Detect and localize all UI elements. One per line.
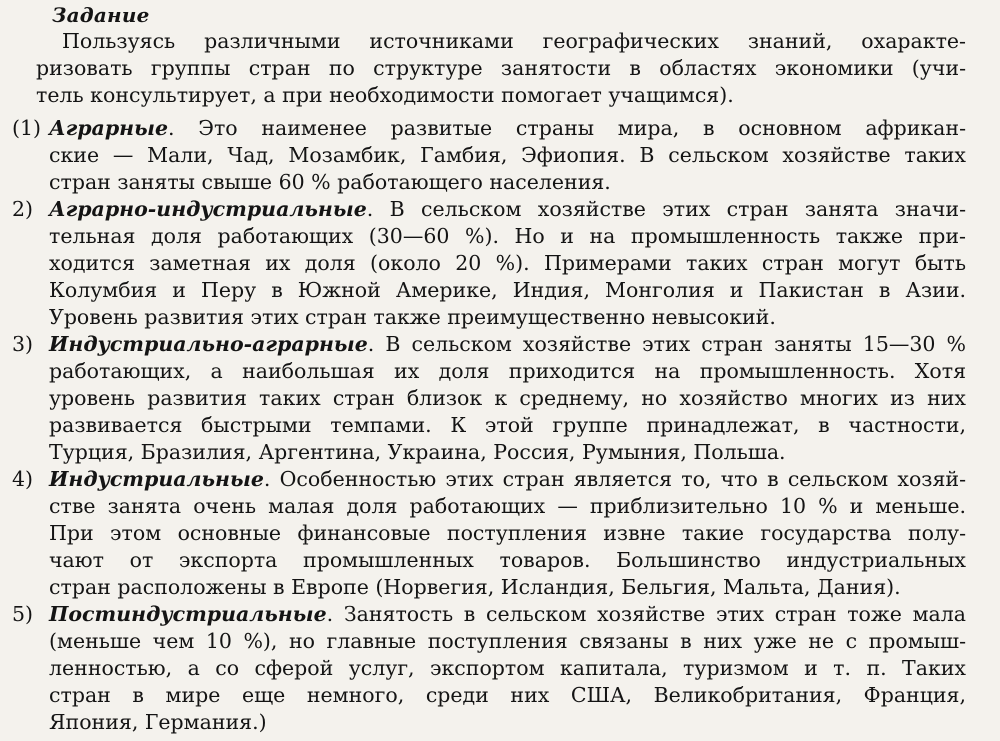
item-line: Колумбия и Перу в Южной Америке, Индия, Монголия и Пакистан в Азии. <box>49 278 966 302</box>
country-group-industrial <box>12 466 968 601</box>
item-line: развивается быстрыми темпами. К этой группе принадлежат, в частности, <box>49 413 966 437</box>
item-line: стран расположены в Европе (Норвегия, Исландия, Бельгия, Мальта, Дания). <box>49 575 901 599</box>
item-number: (1) <box>12 116 42 140</box>
assignment-heading: Задание <box>52 3 150 27</box>
item-line <box>49 115 966 142</box>
country-group-agrarian-industrial <box>12 196 968 331</box>
country-group-postindustrial <box>12 601 968 736</box>
group-name: Постиндустриальные <box>49 602 327 626</box>
item-line: стве занята очень малая доля работающих — приблизительно 10 % и меньше. <box>49 494 966 518</box>
item-line: тельная доля работающих (30—60 %). Но и на промышленность также при- <box>49 224 966 248</box>
intro-line: Пользуясь различными источниками географических знаний, охаракте- <box>62 29 966 53</box>
item-line <box>49 601 966 628</box>
item-number: 5) <box>12 602 34 626</box>
item-line: стран заняты свыше 60 % работающего населения. <box>49 170 611 194</box>
item-line: Турция, Бразилия, Аргентина, Украина, Россия, Румыния, Польша. <box>49 440 786 464</box>
item-line: стран в мире еще немного, среди них США, Великобритания, Франция, <box>49 683 966 707</box>
item-text: . Занятость в сельском хозяйстве этих стран тоже мала <box>326 602 966 626</box>
item-line: ленностью, а со сферой услуг, экспортом капитала, туризмом и т. п. Таких <box>49 656 966 680</box>
item-line: При этом основные финансовые поступления извне такие государства полу- <box>49 521 966 545</box>
item-line: уровень развития таких стран близок к среднему, но хозяйство многих из них <box>49 386 966 410</box>
item-text: . Это наименее развитые страны мира, в основном африкан- <box>168 116 966 140</box>
item-line <box>49 331 966 358</box>
item-line <box>49 196 966 223</box>
item-line: (меньше чем 10 %), но главные поступления связаны в них уже не с промыш- <box>49 629 966 653</box>
item-line: Уровень развития этих стран также преимущественно невысокий. <box>49 305 776 329</box>
item-line: Япония, Германия.) <box>49 710 267 734</box>
country-group-agrarian <box>12 115 968 196</box>
group-name: Индустриальные <box>49 467 264 491</box>
item-line: ходится заметная их доля (около 20 %). Примерами таких стран могут быть <box>49 251 966 275</box>
item-number: 2) <box>12 197 34 221</box>
item-line <box>49 466 966 493</box>
item-line: чают от экспорта промышленных товаров. Большинство индустриальных <box>49 548 966 572</box>
item-number: 4) <box>12 467 34 491</box>
group-name: Аграрно-индустриальные <box>49 197 367 221</box>
item-text: . В сельском хозяйстве этих стран заняты 15—30 % <box>367 332 966 356</box>
item-text: . В сельском хозяйстве этих стран занята значи- <box>366 197 966 221</box>
intro-line: ризовать группы стран по структуре занятости в областях экономики (учи- <box>36 56 966 80</box>
group-name: Аграрные <box>49 116 169 140</box>
item-text: . Особенностью этих стран является то, что в сельском хозяй- <box>263 467 966 491</box>
item-line: работающих, а наибольшая их доля приходится на промышленность. Хотя <box>49 359 966 383</box>
country-group-industrial-agrarian <box>12 331 968 466</box>
item-number: 3) <box>12 332 34 356</box>
assignment-intro <box>36 28 966 109</box>
intro-line: тель консультирует, а при необходимости помогает учащимся). <box>36 83 734 107</box>
item-line: ские — Мали, Чад, Мозамбик, Гамбия, Эфиопия. В сельском хозяйстве таких <box>49 143 966 167</box>
group-name: Индустриально-аграрные <box>49 332 368 356</box>
